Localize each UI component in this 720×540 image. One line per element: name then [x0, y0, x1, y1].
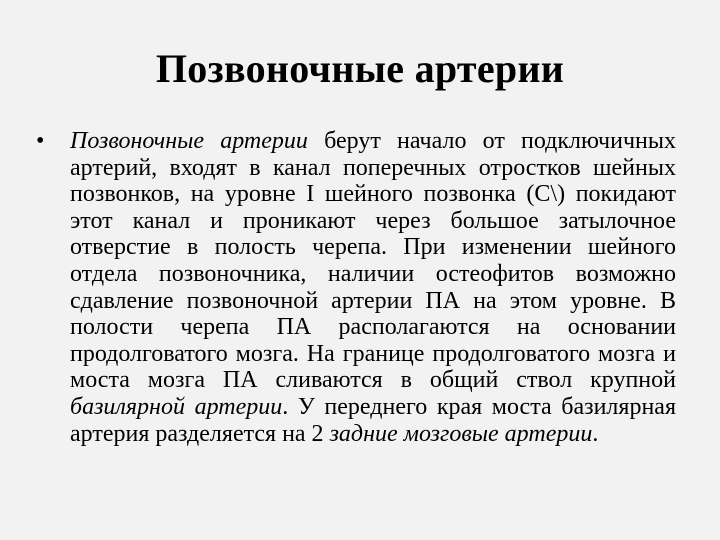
term-basilar-artery: базилярной артерии — [70, 393, 283, 420]
text-segment: берут начало от подключичных артерий, входят в канал поперечных отростков шейных позвонков, на уровне I шейного позвонка (C\) покидают этот канал и проникают через большое затылочное отверстие в полость черепа. При изменении шейного отдела позвоночника, наличии остеофитов возможно сдавление позвоночной артерии ПА на этом уровне. В полости черепа ПА располагаются на основании продолговатого мозга. На границе продолговатого мозга и моста мозга ПА сливаются в общий ствол крупной — [70, 128, 676, 394]
term-posterior-cerebral-arteries: задние мозговые артерии — [329, 420, 593, 447]
term-vertebral-arteries: Позвоночные артерии — [70, 128, 308, 154]
text-segment: . — [592, 420, 599, 447]
bullet-item — [36, 128, 676, 447]
bullet-icon: • — [36, 128, 45, 154]
slide-title: Позвоночные артерии — [155, 46, 565, 91]
text-segment: . У переднего края моста базилярная артерия разделяется на 2 — [70, 393, 676, 447]
bullet-text — [70, 128, 676, 447]
